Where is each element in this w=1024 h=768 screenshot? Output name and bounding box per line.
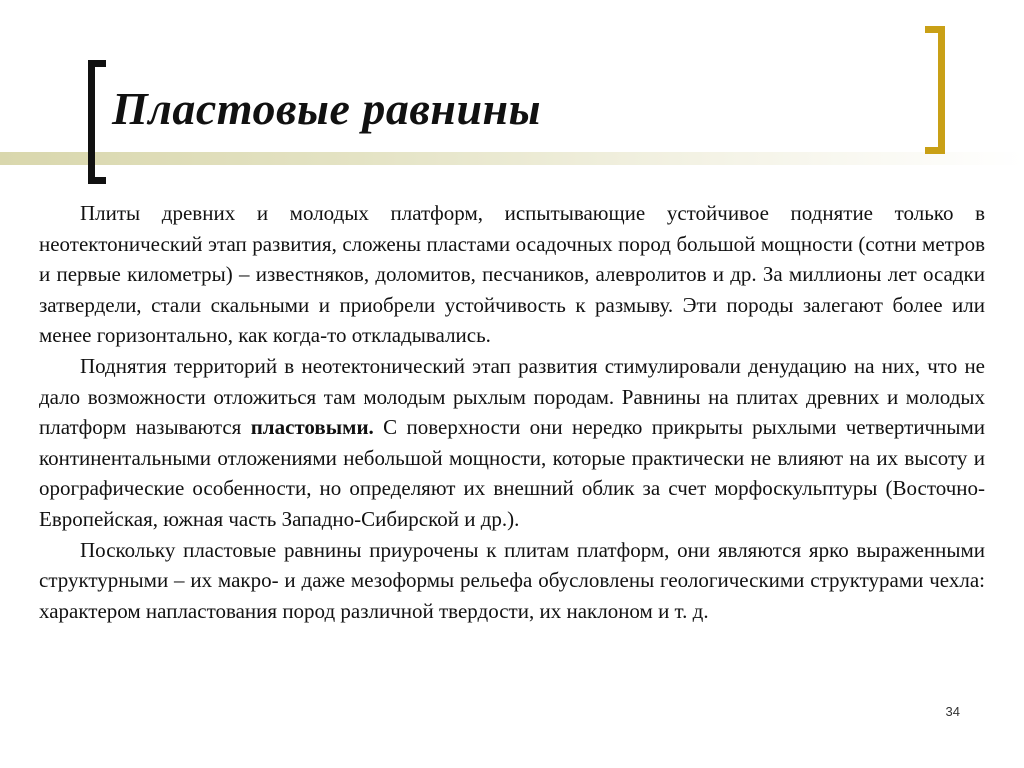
page-number: 34 bbox=[945, 704, 960, 719]
paragraph-1: Плиты древних и молодых платформ, испытывающие устойчивое поднятие только в неотектонический этап развития, сложены пластами осадочных пород большой мощности (сотни метров и первые километры) – известняков, доломитов, песчаников, алевролитов и др. За миллионы лет осадки затвердели, стали скальными и приобрели устойчивость к размыву. Эти породы залегают более или менее горизонтально, как когда-то откладывались. bbox=[39, 201, 985, 348]
title-underline-band bbox=[0, 152, 1024, 165]
bold-term: пластовыми. bbox=[250, 415, 374, 440]
paragraph-2 bbox=[39, 351, 985, 535]
paragraph-3: Поскольку пластовые равнины приурочены к плитам платформ, они являются ярко выраженными структурными – их макро- и даже мезоформы рельефа обусловлены геологическими структурами чехла: характером напластования пород различной твердости, их наклоном и т. д. bbox=[39, 537, 985, 623]
right-bracket-decoration bbox=[925, 26, 945, 154]
slide-title: Пластовые равнины bbox=[112, 83, 541, 134]
slide-body bbox=[39, 198, 985, 626]
left-bracket-decoration bbox=[88, 60, 106, 184]
paragraph-2-end: С поверхности они нередко прикрыты рыхлыми четвертичными континентальными отложениями небольшой мощности, которые практически не влияют на их высоту и орографические особенности, но определяют их внешний облик за счет морфоскульптуры (Восточно-Европейская, южная часть Западно-Сибирской и др.). bbox=[39, 415, 985, 531]
paragraph-2-start: Поднятия территорий в неотектонический этап развития стимулировали денудацию на них, что не дало возможности отложиться там молодым рыхлым породам. Равнины на плитах древних и молодых платформ называются bbox=[39, 353, 985, 440]
